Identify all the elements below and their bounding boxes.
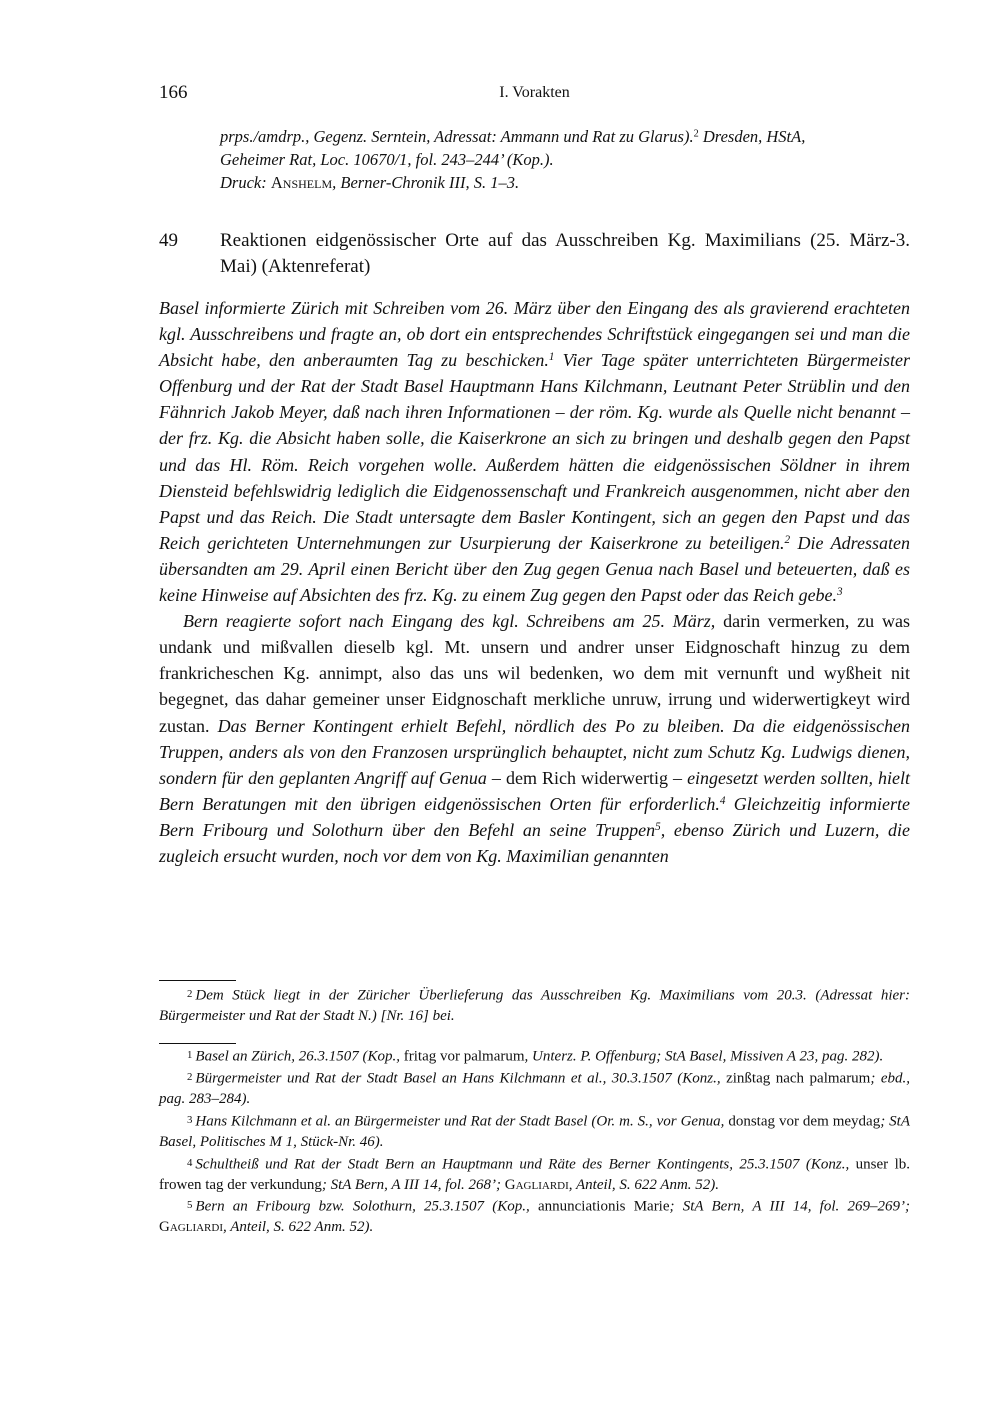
footnote-text: Schultheiß und Rat der Stadt Bern an Hauptmann und Räte des Berner Kontingents, 25.3.1507 (Konz., [195, 1156, 850, 1173]
footnote-number: 1 [187, 1049, 193, 1061]
footnote-3 [159, 1110, 910, 1153]
author-name: Gagliardi [504, 1176, 569, 1193]
footnote-text: ; StA Bern, A III 14, fol. 269–269’; [669, 1198, 910, 1215]
footnote-ref[interactable]: 4 [719, 794, 726, 807]
document-number: 49 [159, 230, 178, 251]
footnote-number: 3 [187, 1113, 193, 1126]
dating-formula: annunciationis Marie [529, 1198, 670, 1215]
source-line-2: Geheimer Rat, Loc. 10670/1, fol. 243–244’ (Kop.). [220, 150, 554, 169]
text-run: eingesetzt werden sollten, hielt Bern Beratungen mit den übrigen eidgenössischen Orten für erforderlich. [159, 767, 910, 814]
footnotes [159, 1045, 910, 1238]
footnote-number: 2 [187, 988, 193, 1000]
footnote-ref[interactable]: 2 [693, 128, 699, 140]
footnote-ref[interactable]: 2 [784, 533, 791, 546]
footnote [159, 984, 910, 1027]
footnote-text: ; ebd., pag. 283–284). [159, 1070, 910, 1108]
text-run: Die Adressaten übersandten am 29. April einen Bericht über den Zug gegen Genua nach Basel und beteuerten, daß es keine Hinweise auf Absichten des frz. Kg. zu einem Zug gegen den Papst oder das Reich gebe. [159, 532, 910, 606]
footnote-text: ; StA Bern, A III 14, fol. 268’; [321, 1176, 505, 1193]
print-reference [220, 171, 910, 194]
body-text [159, 295, 910, 869]
dating-formula: unser lb. frowen tag der verkundung [159, 1156, 910, 1193]
text-run: Das Berner Kontingent erhielt Befehl, nördlich des Po zu bleiben. Da die eidgenössischen Truppen, anders als von den Franzosen ursprünglich behauptet, nicht zum Schutz Kg. Ludwigs dienen, sondern für den geplanten Angriff auf Genua [159, 715, 910, 788]
footnote-text: Dem Stück liegt in der Züricher Überlieferung das Ausschreiben Kg. Maximilians vom 20.3. (Adressat hier: Bürgermeister und Rat der Stadt N.) [Nr. 16] bei. [159, 987, 910, 1025]
header-title: I. Vorakten [499, 84, 570, 101]
footnote-5 [159, 1195, 910, 1238]
footnote-number: 4 [187, 1156, 193, 1169]
footnote-1 [159, 1045, 910, 1067]
footnote-text: , Unterz. P. Offenburg; StA Basel, Missiven A 23, pag. 282). [524, 1048, 884, 1065]
paragraph-bern [159, 608, 910, 869]
footnote-text: ; StA Basel, Politisches M 1, Stück-Nr. 46). [159, 1113, 910, 1151]
footnote-2 [159, 1067, 910, 1110]
footnote-number: 2 [187, 1071, 193, 1084]
source-text: prps./amdrp., Gegenz. Serntein, Adressat: Ammann und Rat zu Glarus). [220, 127, 694, 146]
footnote-divider [159, 1043, 236, 1044]
footnote-4 [159, 1153, 910, 1196]
footnotes-previous-entry [159, 984, 910, 1027]
footnote-ref[interactable]: 5 [655, 820, 661, 833]
footnote-ref[interactable]: 1 [548, 351, 555, 364]
source-text: Dresden, HStA, [698, 127, 806, 146]
quotation-run: darin vermerken, zu was undank und mißvallen dieselb kgl. Mt. unsern und andrer unser Eidgnoschaft hinzug zu dem frankricheschen Kg. annimpt, also das uns wil bedenken, wo dem mit vernunft und wyßheit nit begegnet, das dahar gemeiner unser Eidgnoschaft merkliche unruw, irrung und widerwertigkeyt wird zustan. [159, 611, 910, 736]
quotation-run: – dem Rich widerwertig – [486, 767, 688, 788]
footnote-divider [159, 980, 236, 981]
footnote-ref[interactable]: 3 [837, 585, 843, 598]
footnote-text: Bürgermeister und Rat der Stadt Basel an Hans Kilchmann et al., 30.3.1507 (Konz., [195, 1070, 721, 1087]
text-run: Gleichzeitig informierte Bern Fribourg und Solothurn über den Befehl an seine Truppen [159, 793, 911, 840]
footnote-text: , Anteil, S. 622 Anm. 52). [223, 1219, 374, 1236]
paragraph-basel [159, 295, 910, 608]
document-title: Reaktionen eidgenössischer Orte auf das Ausschreiben Kg. Maximilians (25. März-3. Mai) (Aktenreferat) [220, 230, 910, 277]
source-line-1 [220, 125, 910, 148]
dating-formula: donstag vor dem meydag [724, 1113, 881, 1130]
running-header [159, 82, 910, 106]
dating-formula: zinßtag nach palmarum [720, 1070, 871, 1087]
footnote-text: Bern an Fribourg bzw. Solothurn, 25.3.1507 (Kop., [195, 1198, 530, 1215]
text-run: Basel informierte Zürich mit Schreiben vom 26. März über den Eingang des als gravierend erachteten kgl. Ausschreibens und fragte an, ob dort ein entsprechendes Schriftstück eingegangen sei und man die Absicht habe, den anberaumten Tag zu beschicken. [159, 298, 910, 371]
text-run: Bern reagierte sofort nach Eingang des kgl. Schreibens am 25. März, [183, 611, 716, 632]
text-run: Vier Tage später unterrichteten Bürgermeister Offenburg und der Rat der Stadt Basel Hauptmann Hans Kilchmann, Leutnant Peter Strüblin und den Fähnrich Jakob Meyer, daß nach ihren Informationen – der röm. Kg. wurde als Quelle nicht benannt –der frz. Kg. die Absicht haben solle, die Kaiserkrone an sich zu bringen und deshalb gegen den Papst und das Hl. Röm. Reich vorgehen wolle. Außerdem hätten die eidgenössischen Söldner in ihrem Diensteid befehlswidrig lediglich die Eidgenossenschaft und Frankreich ausgenommen, nicht aber den Papst und das Reich. Die Stadt untersagte dem Basler Kontingent, sich an gegen den Papst und das Reich gerichteten Unternehmungen zur Usurpierung der Kaiserkrone zu beteiligen. [159, 350, 910, 553]
footnote-text: Hans Kilchmann et al. an Bürgermeister und Rat der Stadt Basel (Or. m. S., vor Genua, [195, 1113, 725, 1130]
footnote-number: 5 [187, 1199, 193, 1212]
author-name: Anshelm [270, 173, 333, 192]
page-number: 166 [159, 82, 188, 103]
text-run: , ebenso Zürich und Luzern, die zugleich ersucht wurden, noch vor dem von Kg. Maximilian genannten [159, 819, 910, 866]
previous-entry-sources [220, 125, 910, 194]
footnote-text: Basel an Zürich, 26.3.1507 (Kop., [195, 1048, 400, 1065]
dating-formula: fritag vor palmarum [400, 1048, 525, 1065]
print-label: Druck: [220, 173, 271, 192]
author-name: Gagliardi [159, 1219, 223, 1236]
footnote-text: , Anteil, S. 622 Anm. 52). [568, 1176, 720, 1193]
print-title: , Berner-Chronik III, S. 1–3. [332, 173, 520, 192]
